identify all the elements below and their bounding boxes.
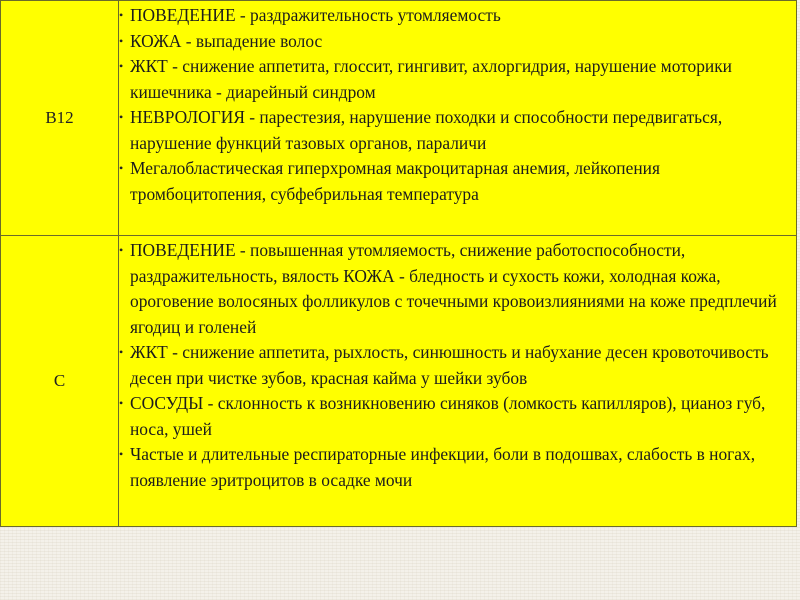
- symptoms-cell-b12: [119, 1, 797, 236]
- table-row-c: [1, 236, 797, 527]
- list-item: • ПОВЕДЕНИЕ - раздражительность утомляемость: [119, 3, 792, 29]
- page-background-strip: [0, 527, 800, 600]
- list-item: • ЖКТ - снижение аппетита, глоссит, гингивит, ахлоргидрия, нарушение моторики кишечника - диарейный синдром: [119, 54, 792, 105]
- vitamin-label-b12: B12: [1, 1, 119, 236]
- list-item: • НЕВРОЛОГИЯ - парестезия, нарушение походки и способности передвигаться, нарушение функций тазовых органов, параличи: [119, 105, 792, 156]
- list-item: • Мегалобластическая гиперхромная макроцитарная анемия, лейкопения тромбоцитопения, субфебрильная температура: [119, 156, 792, 207]
- list-item: • ПОВЕДЕНИЕ - повышенная утомляемость, снижение работоспособности, раздражительность, вялость КОЖА - бледность и сухость кожи, холодная кожа, ороговение волосяных фолликулов с точечными кровоизлияниями на коже предплечий ягодиц и голеней: [119, 238, 792, 340]
- list-item: • Частые и длительные респираторные инфекции, боли в подошвах, слабость в ногах, появление эритроцитов в осадке мочи: [119, 442, 792, 493]
- symptom-list-b12: [119, 3, 792, 207]
- list-item: • СОСУДЫ - склонность к возникновению синяков (ломкость капилляров), цианоз губ, носа, ушей: [119, 391, 792, 442]
- vitamin-label-c: C: [1, 236, 119, 527]
- table-row-b12: [1, 1, 797, 236]
- list-item: • КОЖА - выпадение волос: [119, 29, 792, 55]
- symptom-list-c: [119, 238, 792, 493]
- list-item: • ЖКТ - снижение аппетита, рыхлость, синюшность и набухание десен кровоточивость десен при чистке зубов, красная кайма у шейки зубов: [119, 340, 792, 391]
- symptoms-cell-c: [119, 236, 797, 527]
